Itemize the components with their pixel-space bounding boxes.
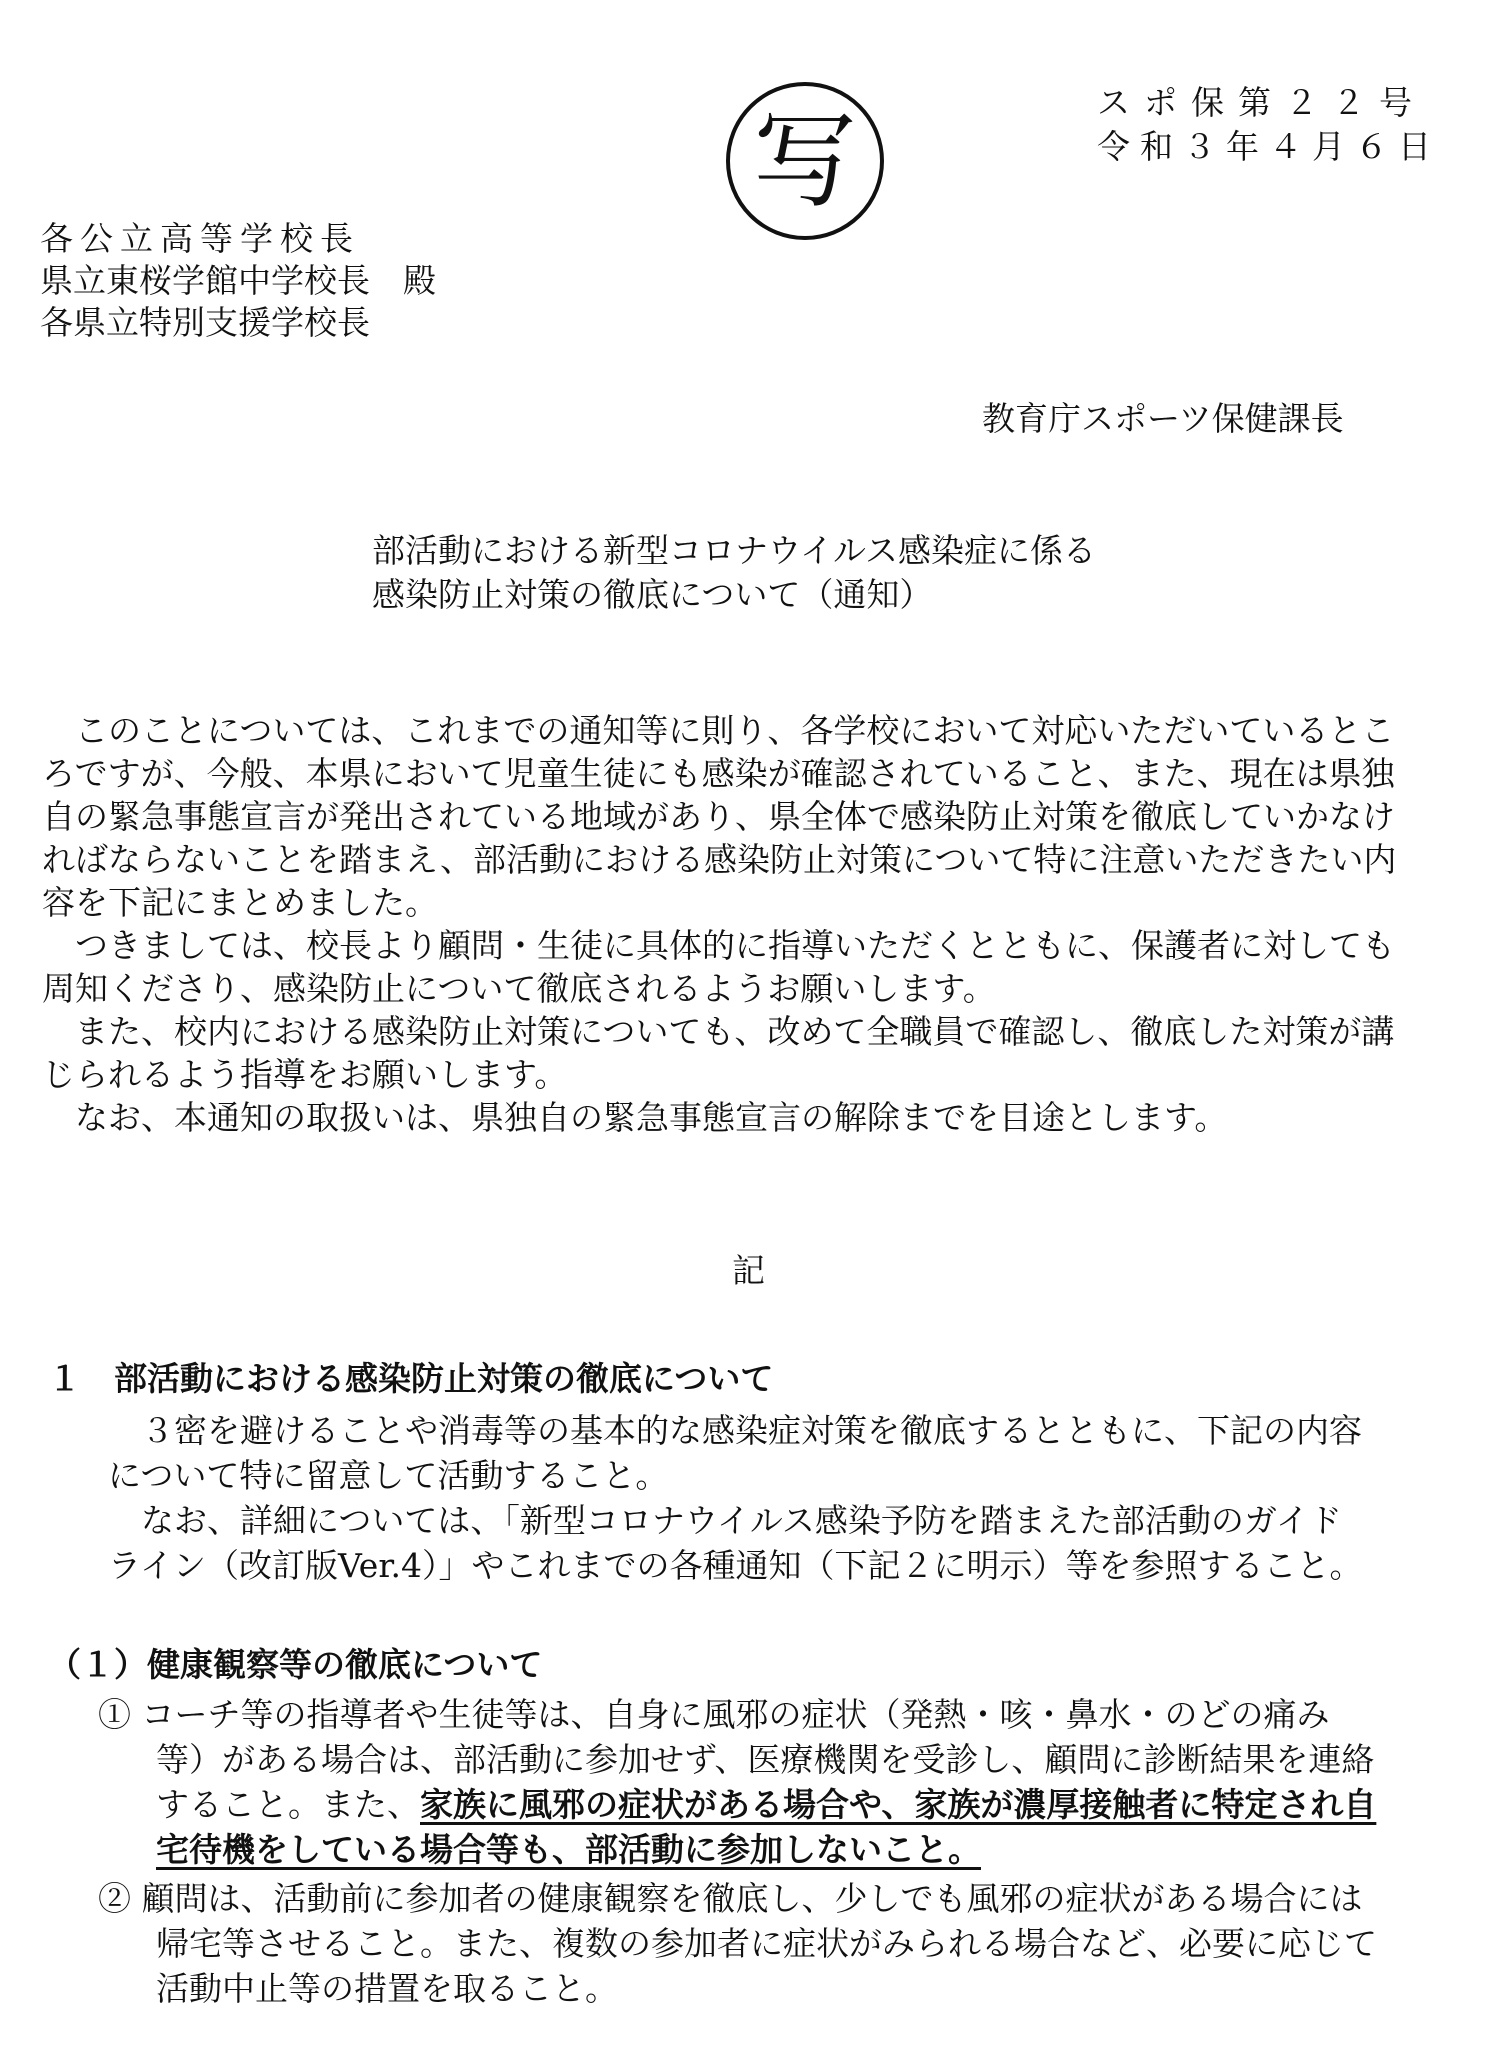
item-line	[98, 1879, 1458, 1927]
title-line: 感染防止対策の徹底について（通知）	[372, 575, 933, 614]
item-line: 活動中止等の措置を取ること。	[156, 1969, 618, 2008]
addressee-line: 各公立高等学校長	[40, 219, 360, 258]
body-line: このことについては、これまでの通知等に則り、各学校において対応いただいているとこ	[42, 711, 1395, 750]
underlined-emphasis: 宅待機をしている場合等も、部活動に参加しないこと。	[156, 1830, 981, 1869]
item-text: すること。また、	[156, 1785, 420, 1824]
section-line: について特に留意して活動すること。	[108, 1456, 669, 1495]
body-line: 容を下記にまとめました。	[42, 883, 438, 922]
item-line: 帰宅等させること。また、複数の参加者に症状がみられる場合など、必要に応じて	[156, 1924, 1377, 1963]
body-line: 自の緊急事態宣言が発出されている地域があり、県全体で感染防止対策を徹底していかなけ	[42, 797, 1395, 836]
section-1-heading: １ 部活動における感染防止対策の徹底について	[48, 1359, 774, 1398]
body-line: つきましては、校長より顧問・生徒に具体的に指導いただくとともに、保護者に対しても	[42, 926, 1395, 965]
item-number: ②	[98, 1879, 131, 1918]
section-1-body	[108, 1411, 1458, 1594]
item-1	[98, 1695, 1458, 1878]
document-number: スポ保第２２号	[1097, 83, 1426, 122]
item-line: 等）がある場合は、部活動に参加せず、医療機関を受診し、顧問に診断結果を連絡	[156, 1740, 1375, 1779]
body-line: なお、本通知の取扱いは、県独自の緊急事態宣言の解除までを目途とします。	[42, 1098, 1228, 1137]
addressee-line: 県立東桜学館中学校長 殿	[40, 261, 436, 300]
subsection-1-heading: （１）健康観察等の徹底について	[48, 1645, 543, 1684]
body-text	[42, 711, 1452, 1144]
addressee-line: 各県立特別支援学校長	[40, 303, 370, 342]
section-line: ライン（改訂版Ver.4）」やこれまでの各種通知（下記２に明示）等を参照すること。	[108, 1546, 1363, 1585]
item-2	[98, 1879, 1458, 2017]
body-line: じられるよう指導をお願いします。	[42, 1055, 568, 1094]
addressee-block	[40, 219, 436, 348]
document-header	[1097, 83, 1447, 174]
body-line: ろですが、今般、本県において児童生徒にも感染が確認されていること、また、現在は県独	[42, 754, 1395, 793]
item-line	[98, 1695, 1458, 1743]
item-text: 顧問は、活動前に参加者の健康観察を徹底し、少しでも風邪の症状がある場合には	[141, 1879, 1363, 1918]
document-date: 令和３年４月６日	[1097, 127, 1441, 166]
body-line: 周知くださり、感染防止について徹底されるようお願いします。	[42, 969, 996, 1008]
copy-stamp: 写	[726, 82, 884, 240]
item-number: ①	[98, 1695, 131, 1734]
body-line: また、校内における感染防止対策についても、改めて全職員で確認し、徹底した対策が講	[42, 1012, 1395, 1051]
sender: 教育庁スポーツ保健課長	[982, 399, 1344, 438]
section-line: なお、詳細については、「新型コロナウイルス感染予防を踏まえた部活動のガイド	[108, 1501, 1342, 1540]
item-line	[98, 1785, 1458, 1833]
title-line: 部活動における新型コロナウイルス感染症に係る	[372, 531, 1097, 570]
body-line: ればならないことを踏まえ、部活動における感染防止対策について特に注意いただきたい内	[42, 840, 1397, 879]
item-text: コーチ等の指導者や生徒等は、自身に風邪の症状（発熱・咳・鼻水・のどの痛み	[141, 1695, 1330, 1734]
underlined-emphasis: 家族に風邪の症状がある場合や、家族が濃厚接触者に特定され自	[420, 1785, 1377, 1824]
ki-heading: 記	[732, 1251, 765, 1290]
section-line: ３密を避けることや消毒等の基本的な感染症対策を徹底するとともに、下記の内容	[108, 1411, 1362, 1450]
item-line	[98, 1830, 1458, 1878]
document-title	[372, 531, 1097, 622]
